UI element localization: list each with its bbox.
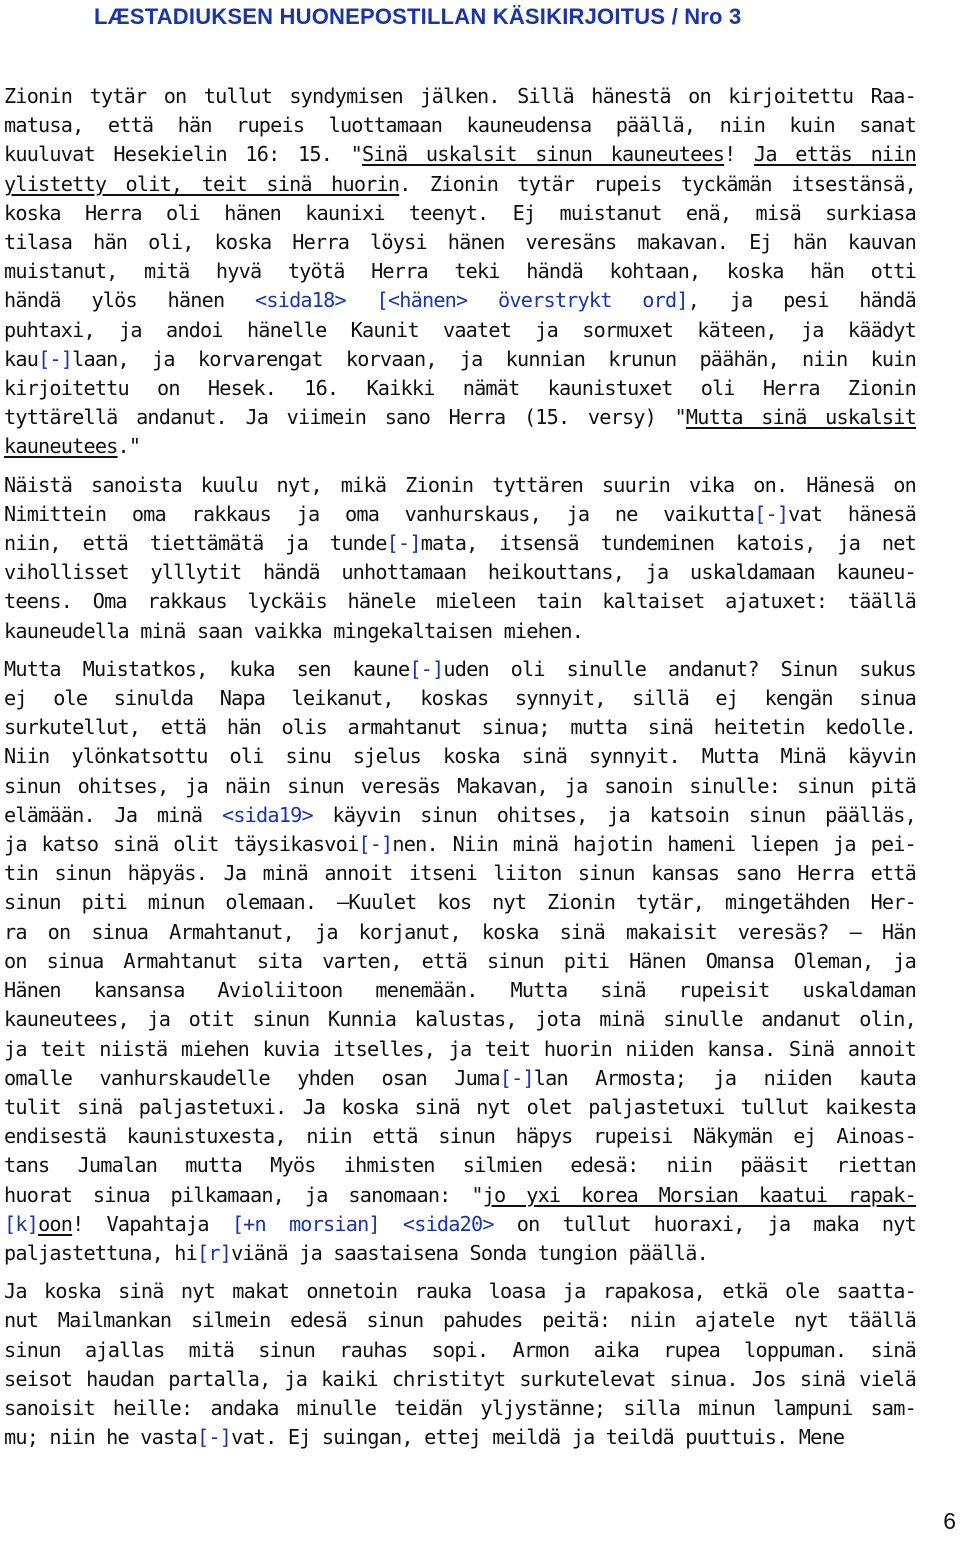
text-line (4, 859, 916, 888)
text-line (4, 947, 916, 976)
text-segment: kauneutees, ja otit sinun Kunnia kalustas, jota minä sinulle andanut olin, (4, 1007, 916, 1032)
text-segment: Mutta Muistatkos, kuka sen kaune (4, 656, 410, 681)
text-line (4, 140, 916, 169)
text-segment: sinun piti minun olemaan. —Kuulet kos nyt Zionin tytär, mingetähden Her- (4, 890, 916, 915)
text-segment: matusa, että hän rupeis luottamaan kauneudensa päällä, niin kuin sanat (4, 113, 916, 138)
text-segment: Nimittein oma rakkaus ja oma vanhurskaus, ja ne vaikutta (4, 501, 755, 526)
text-line (4, 286, 916, 315)
text-line (4, 1306, 916, 1335)
text-segment: huorat sinua pilkamaan, ja sanomaan: " (4, 1182, 483, 1207)
text-segment: endisestä kaunistuxesta, niin että sinun häpys rupeisi Näkymän ej Ainoas- (4, 1124, 916, 1149)
text-line (4, 471, 916, 500)
editorial-annotation: [+n morsian] (231, 1211, 380, 1236)
editorial-annotation: [-] (386, 531, 421, 556)
text-segment: Näistä sanoista kuulu nyt, mikä Zionin tyttären suurin vika on. Hänesä on (4, 472, 916, 497)
text-line (4, 684, 916, 713)
text-segment: kau (4, 346, 39, 371)
paragraph (4, 1277, 916, 1452)
text-segment: koska Herra oli hänen kaunixi teenyt. Ej muistanut enä, misä surkiasa (4, 200, 916, 225)
underlined-text: oon (38, 1211, 73, 1236)
text-line (4, 1210, 916, 1239)
text-segment: kirjoitettu on Hesek. 16. Kaikki nämät kaunistuxet oli Herra Zionin (4, 376, 916, 401)
text-segment: tyttärellä andanut. Ja viimein sano Herra (15. versy) " (4, 405, 686, 430)
text-line (4, 1277, 916, 1306)
text-segment: tilasa hän oli, koska Herra löysi hänen veresäns makavan. Ej hän kauvan (4, 230, 916, 255)
text-line (4, 617, 916, 646)
text-segment: vat. Ej suingan, ettej meildä ja teildä puuttuis. Mene (231, 1425, 845, 1450)
text-segment: mata, itsensä tundeminen katois, ja net (420, 531, 916, 556)
text-segment: Ja koska sinä nyt makat onnetoin rauka loasa ja rapakosa, etkä ole saatta- (4, 1279, 916, 1304)
editorial-annotation: <sida18> (255, 288, 346, 313)
text-segment: sinun ajallas mitä sinun rauhas sopi. Armon aika rupea loppuman. sinä (4, 1337, 916, 1362)
text-line (4, 228, 916, 257)
text-segment: mu; niin he vasta (4, 1425, 198, 1450)
text-segment: laan, ja korvarengat korvaan, ja kunnian krunun päähän, niin kuin (72, 346, 916, 371)
text-segment: nut Mailmankan silmein edesä sinun pahudes peitä: niin ajatele nyt täällä (4, 1308, 916, 1333)
text-line (4, 111, 916, 140)
text-line (4, 345, 916, 374)
text-segment: seisot haudan partalla, ja kaiki christityt surkutelevat sinua. Jos sinä vielä (4, 1366, 916, 1391)
text-segment: uden oli sinulle andanut? Sinun sukus (443, 656, 916, 681)
editorial-annotation: <sida20> (402, 1211, 494, 1236)
text-segment: paljastettuna, hi (4, 1240, 198, 1265)
editorial-annotation: [<hänen> överstrykt ord] (376, 288, 688, 313)
text-segment: Hänen kansansa Avioliitoon menemään. Mutta sinä rupeisit uskaldaman (4, 978, 916, 1003)
text-segment: sinun ohitses, ja näin sinun veresäs Makavan, ja sanoin sinulle: sinun pitä (4, 773, 916, 798)
text-segment: händä ylös hänen (4, 288, 256, 313)
underlined-text: Sinä uskalsit sinun kauneutees (361, 142, 725, 167)
text-segment: ! Vapahtaja (72, 1211, 232, 1236)
underlined-text: jo yxi korea Morsian kaatui rapak- (482, 1182, 916, 1207)
text-line (4, 529, 916, 558)
text-line (4, 772, 916, 801)
text-line (4, 1365, 916, 1394)
text-segment: nen. Niin minä hajotin hameni liepen ja pei- (392, 832, 916, 857)
text-segment: tin sinun häpyäs. Ja minä annoit itseni liiton sinun kansas sano Herra että (4, 861, 916, 886)
text-segment: ! (724, 142, 755, 167)
editorial-annotation: [-] (499, 1065, 534, 1090)
page-number: 6 (943, 1508, 956, 1534)
editorial-annotation: [-] (754, 501, 789, 526)
text-line (4, 316, 916, 345)
text-segment: ." (117, 434, 141, 459)
text-segment: ra on sinua Armahtanut, ja korjanut, koska sinä makaisit veresäs? — Hän (4, 919, 916, 944)
text-line (4, 432, 916, 461)
text-segment: on tullut huoraxi, ja maka nyt (493, 1211, 916, 1236)
text-segment: kauneudella minä saan vaikka mingekaltaisen miehen. (4, 618, 584, 643)
paragraph (4, 82, 916, 462)
text-line (4, 587, 916, 616)
text-line (4, 403, 916, 432)
text-segment: . Zionin tytär rupeis tyckämän itsestänsä, (399, 171, 917, 196)
text-segment: vihollisset ylllytit händä unhottamaan heikouttans, ja uskaldamaan kauneu- (4, 560, 916, 585)
text-line (4, 888, 916, 917)
text-line (4, 82, 916, 111)
text-segment (346, 288, 377, 312)
text-segment: viänä ja saastaisena Sonda tungion päällä. (231, 1240, 708, 1265)
text-line (4, 976, 916, 1005)
text-line (4, 1239, 916, 1268)
text-line (4, 1151, 916, 1180)
text-segment: kuuluvat Hesekielin 16: 15. " (4, 142, 362, 167)
underlined-text: kauneutees (4, 434, 118, 459)
text-segment: Niin ylönkatsottu oli sinu sjelus koska sinä synnyit. Mutta Minä käyvin (4, 744, 916, 769)
text-line (4, 1423, 916, 1452)
editorial-annotation: <sida19> (221, 802, 313, 827)
text-line (4, 170, 916, 199)
paragraph (4, 471, 916, 646)
text-line (4, 374, 916, 403)
editorial-annotation: [-] (409, 656, 444, 681)
text-segment: teens. Oma rakkaus lyckäis hänele mieleen tain kaltaiset ajatuxet: täällä (4, 589, 916, 614)
text-line (4, 742, 916, 771)
text-segment (380, 1212, 403, 1236)
editorial-annotation: [k] (4, 1211, 39, 1236)
editorial-annotation: [r] (197, 1240, 232, 1265)
text-segment: ej ole sinulda Napa leikanut, koskas synnyit, sillä ej kengän sinua (4, 686, 916, 711)
editorial-annotation: [-] (197, 1425, 232, 1450)
text-line (4, 500, 916, 529)
text-segment: vat hänesä (788, 501, 916, 526)
text-segment: Zionin tytär on tullut syndymisen jälken. Sillä hänestä on kirjoitettu Raa- (4, 84, 916, 108)
text-segment: ja teit niistä miehen kuvia itselles, ja teit huorin niiden kansa. Sinä annoit (4, 1036, 916, 1061)
text-line (4, 558, 916, 587)
text-line (4, 1035, 916, 1064)
text-line (4, 1064, 916, 1093)
text-line (4, 1181, 916, 1210)
text-line (4, 257, 916, 286)
text-line (4, 655, 916, 684)
text-segment: sanoisit heille: andaka minulle teidän yljystänne; silla minun lampuni sam- (4, 1395, 916, 1420)
underlined-text: Mutta sinä uskalsit (685, 405, 916, 430)
text-segment: muistanut, mitä hyvä työtä Herra teki händä kohtaan, koska hän otti (4, 259, 916, 284)
editorial-annotation: [-] (358, 832, 393, 857)
text-segment: tans Jumalan mutta Myös ihmisten silmien edesä: niin pääsit riettan (4, 1153, 916, 1178)
text-segment: surkutellut, että hän olis armahtanut sinua; mutta sinä heitetin kedolle. (4, 715, 916, 740)
text-line (4, 1005, 916, 1034)
text-line (4, 801, 916, 830)
underlined-text: ylistetty olit, teit sinä huorin (4, 171, 400, 196)
text-line (4, 1093, 916, 1122)
text-segment: ja katso sinä olit täysikasvoi (4, 832, 359, 857)
document-body (4, 82, 916, 1461)
text-segment: omalle vanhurskaudelle yhden osan Juma (4, 1065, 500, 1090)
text-line (4, 1122, 916, 1151)
text-segment: , ja pesi händä (687, 288, 916, 313)
text-segment: niin, että tiettämätä ja tunde (4, 531, 387, 556)
text-line (4, 918, 916, 947)
text-line (4, 199, 916, 228)
text-line (4, 713, 916, 742)
text-segment: tulit sinä paljastetuxi. Ja koska sinä nyt olet paljastetuxi tullut kaikesta (4, 1094, 916, 1119)
text-segment: käyvin sinun ohitses, ja katsoin sinun päälläs, (312, 802, 916, 827)
text-segment: elämään. Ja minä (4, 802, 222, 827)
paragraph (4, 655, 916, 1268)
text-line (4, 830, 916, 859)
text-segment: lan Armosta; ja niiden kauta (533, 1065, 916, 1090)
text-segment: on sinua Armahtanut sita varten, että sinun piti Hänen Omansa Oleman, ja (4, 948, 916, 973)
text-line (4, 1394, 916, 1423)
text-segment: puhtaxi, ja andoi hänelle Kaunit vaatet ja sormuxet käteen, ja käädyt (4, 317, 916, 342)
text-line (4, 1336, 916, 1365)
running-header: LÆSTADIUKSEN HUONEPOSTILLAN KÄSIKIRJOITUS / Nro 3 (94, 4, 742, 29)
editorial-annotation: [-] (38, 346, 73, 371)
underlined-text: Ja ettäs niin (754, 142, 916, 167)
